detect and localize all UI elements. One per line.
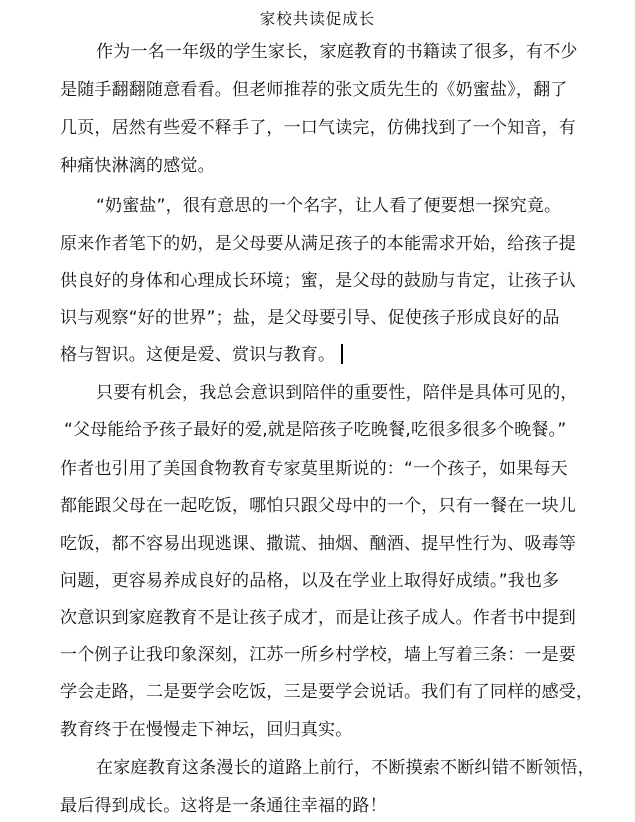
- paragraph-1-line-4: 种痛快淋漓的感觉。: [60, 156, 215, 176]
- paragraph-2-line-1: “奶蜜盐”，很有意思的一个名字，让人看了便要想一探究竟。: [96, 196, 562, 216]
- paragraph-3-line-1: 只要有机会，我总会意识到陪伴的重要性，陪伴是具体可见的，: [96, 383, 578, 403]
- paragraph-3-line-3: 作者也引用了美国食物教育专家莫里斯说的：“一个孩子，如果每天: [60, 459, 568, 479]
- paragraph-3-line-5: 吃饭，都不容易出现逃课、撒谎、抽烟、酗酒、提早性行为、吸毒等: [60, 534, 576, 554]
- paragraph-3-line-4: 都能跟父母在一起吃饭，哪怕只跟父母中的一个，只有一餐在一块儿: [60, 496, 576, 516]
- paragraph-3-line-7: 次意识到家庭教育不是让孩子成才，而是让孩子成人。作者书中提到: [60, 608, 576, 628]
- document-title: 家校共读促成长: [259, 10, 376, 28]
- paragraph-1-line-2: 是随手翻翻随意看看。但老师推荐的张文质先生的《奶蜜盐》，翻了: [60, 80, 568, 100]
- paragraph-2-line-4: 识与观察“好的世界”；盐，是父母要引导、促使孩子形成良好的品: [60, 308, 560, 328]
- paragraph-4-line-2: 最后得到成长。这将是一条通往幸福的路！: [60, 796, 387, 816]
- paragraph-3-line-8: 一个例子让我印象深刻，江苏一所乡村学校，墙上写着三条：一是要: [60, 645, 576, 665]
- paragraph-1-line-3: 几页，居然有些爱不释手了，一口气读完，仿佛找到了一个知音，有: [60, 118, 576, 138]
- paragraph-2-line-2: 原来作者笔下的奶，是父母要从满足孩子的本能需求开始，给孩子提: [60, 234, 576, 254]
- paragraph-3-line-10: 教育终于在慢慢走下神坛，回归真实。: [60, 720, 353, 740]
- paragraph-3-line-9: 学会走路，二是要学会吃饭，三是要学会说话。我们有了同样的感受，: [60, 682, 594, 702]
- paragraph-2-line-3: 供良好的身体和心理成长环境；蜜，是父母的鼓励与肯定，让孩子认: [60, 271, 576, 291]
- paragraph-3-line-6: 问题，更容易养成良好的品格，以及在学业上取得好成绩。”我也多: [60, 571, 560, 591]
- paragraph-4-line-1: 在家庭教育这条漫长的道路上前行，不断摸索不断纠错不断领悟，: [96, 758, 595, 778]
- paragraph-1-line-1: 作为一名一年级的学生家长，家庭教育的书籍读了很多，有不少: [96, 42, 578, 62]
- paragraph-2-line-5: [60, 343, 560, 367]
- paragraph-2-line-5-text: 格与智识。这便是爱、赏识与教育。: [60, 345, 336, 365]
- paragraph-3-line-2: “父母能给予孩子最好的爱,就是陪孩子吃晚餐,吃很多很多个晚餐。”: [64, 420, 567, 440]
- text-cursor: [341, 344, 343, 364]
